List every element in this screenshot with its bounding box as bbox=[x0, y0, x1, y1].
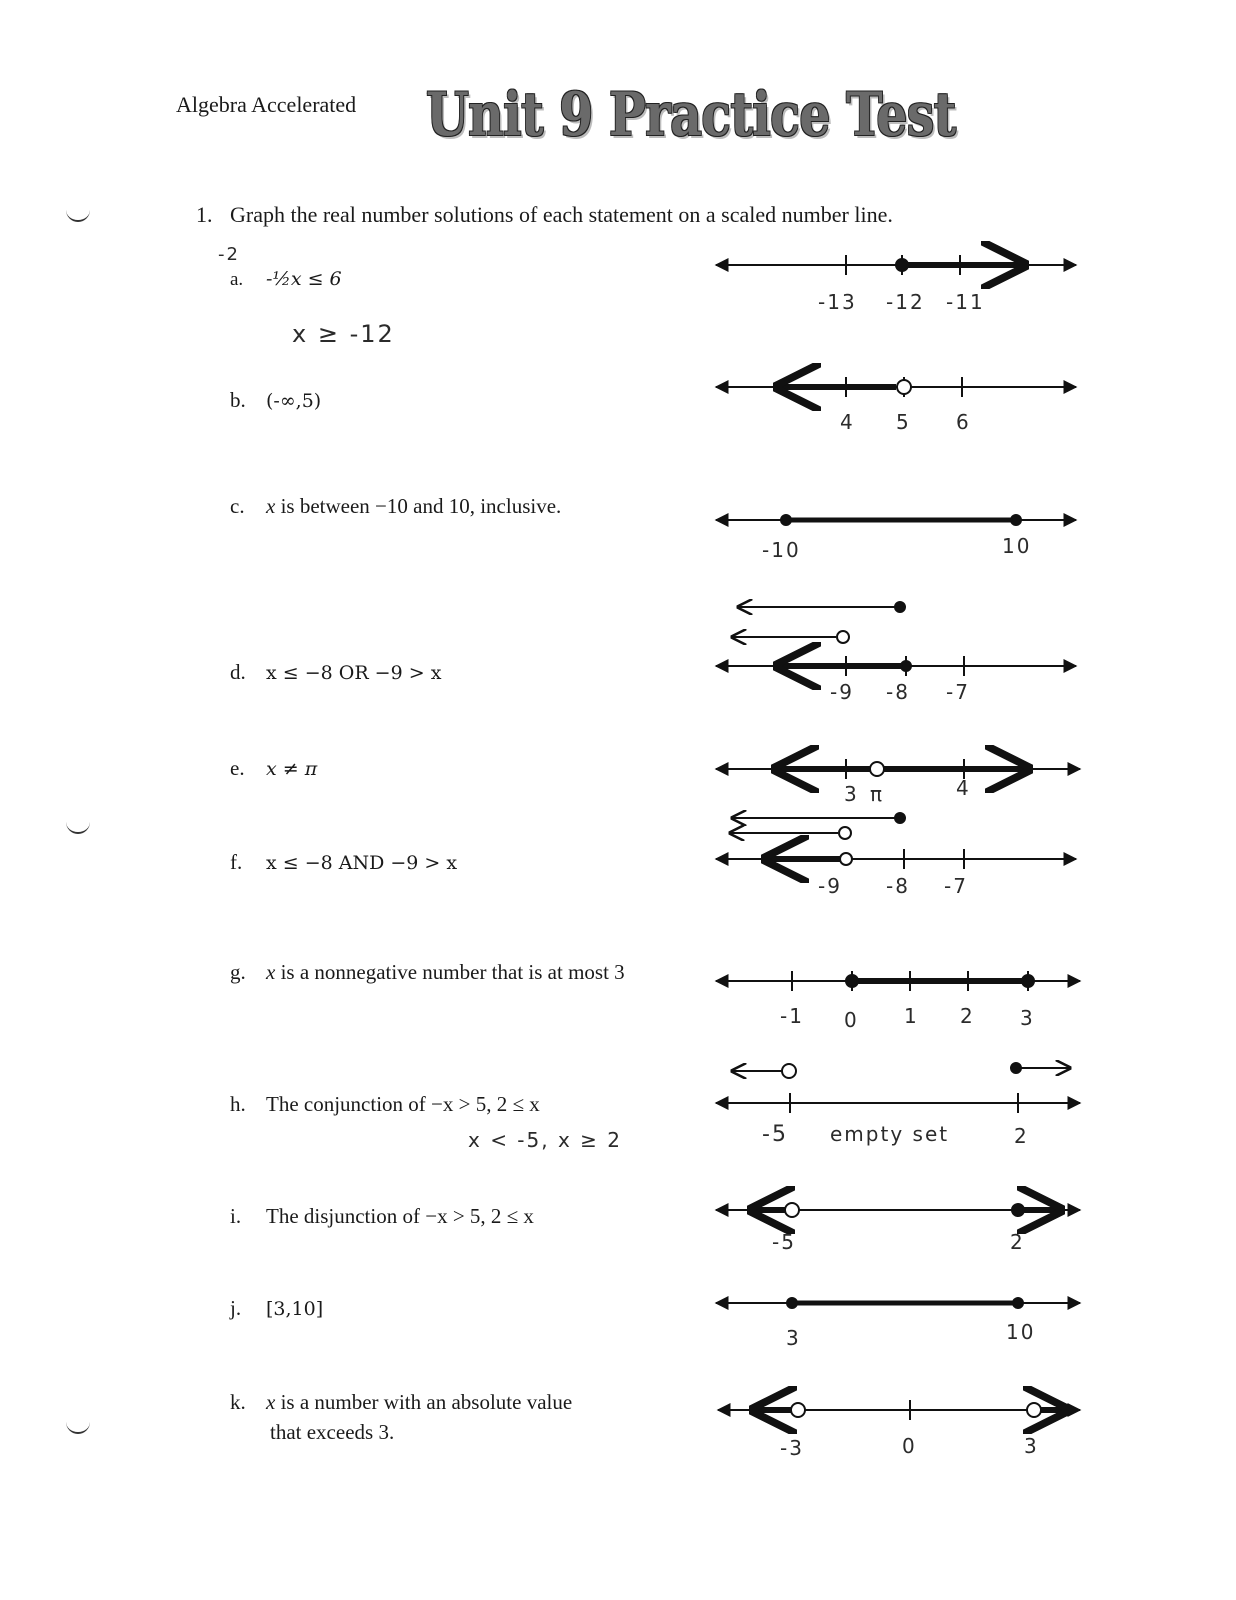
tick-label: π bbox=[870, 782, 885, 806]
tick-label: 10 bbox=[1002, 534, 1032, 558]
instruction-text: Graph the real number solutions of each statement on a scaled number line. bbox=[230, 202, 893, 227]
number-line-h bbox=[716, 1063, 1080, 1113]
problem-variable: x bbox=[266, 494, 276, 518]
tick-label: 0 bbox=[844, 1008, 859, 1032]
number-line-i bbox=[716, 1203, 1080, 1217]
closed-point bbox=[896, 259, 908, 271]
problem-letter: h. bbox=[230, 1092, 246, 1116]
number-line-g bbox=[716, 971, 1080, 991]
tick-label: -5 bbox=[762, 1122, 788, 1147]
number-line-e bbox=[716, 759, 1080, 779]
handwritten-answer: x < -5, x ≥ 2 bbox=[468, 1128, 622, 1152]
tick-label: -11 bbox=[946, 290, 985, 314]
number-line-c bbox=[716, 515, 1076, 525]
problem-variable: x bbox=[266, 1390, 276, 1414]
closed-point bbox=[781, 515, 791, 525]
problem-letter: e. bbox=[230, 756, 245, 780]
course-name: Algebra Accelerated bbox=[176, 92, 357, 117]
number-line-j bbox=[716, 1298, 1080, 1308]
tick-label: 2 bbox=[960, 1004, 975, 1028]
problem-statement: is a number with an absolute value bbox=[275, 1390, 573, 1414]
page-title: Unit 9 Practice Test bbox=[426, 80, 956, 150]
open-point bbox=[837, 631, 849, 643]
tick-label: -12 bbox=[886, 290, 925, 314]
open-point bbox=[791, 1403, 805, 1417]
problem-letter: i. bbox=[230, 1204, 242, 1228]
closed-point bbox=[1012, 1204, 1024, 1216]
tick-label: 4 bbox=[840, 410, 855, 434]
problem-statement: (-∞,5) bbox=[266, 390, 322, 412]
problem-letter: c. bbox=[230, 494, 245, 518]
handwritten-note: empty set bbox=[830, 1122, 950, 1146]
problem-letter: b. bbox=[230, 388, 246, 412]
problem-statement: is between −10 and 10, inclusive. bbox=[275, 494, 562, 518]
tick-label: 2 bbox=[1014, 1124, 1029, 1148]
open-point bbox=[782, 1064, 796, 1078]
tick-label: -1 bbox=[780, 1004, 804, 1028]
problem-statement: The conjunction of −x > 5, 2 ≤ x bbox=[266, 1092, 540, 1116]
tick-label: -9 bbox=[830, 680, 854, 704]
open-point bbox=[897, 380, 911, 394]
closed-point bbox=[895, 813, 905, 823]
tick-label: 4 bbox=[956, 776, 971, 800]
tick-label: 3 bbox=[1024, 1434, 1039, 1458]
problem-letter: a. bbox=[230, 269, 244, 290]
handwritten-answer: x ≥ -12 bbox=[292, 320, 395, 348]
problem-statement: [3,10] bbox=[266, 1298, 324, 1320]
number-line-k bbox=[718, 1400, 1080, 1420]
open-point bbox=[870, 762, 884, 776]
number-line-b bbox=[716, 377, 1076, 397]
tick-label: -13 bbox=[818, 290, 857, 314]
problem-letter: g. bbox=[230, 960, 246, 984]
open-point bbox=[840, 853, 852, 865]
tick-label: -8 bbox=[886, 874, 910, 898]
question-number: 1. bbox=[196, 202, 213, 227]
closed-point bbox=[1013, 1298, 1023, 1308]
closed-point bbox=[901, 661, 911, 671]
problem-statement: -½x ≤ 6 bbox=[266, 268, 342, 290]
tick-label: 3 bbox=[786, 1326, 801, 1350]
handwritten-multiplier: -2 bbox=[218, 244, 240, 265]
problem-statement: x ≠ π bbox=[266, 758, 318, 780]
problem-letter: f. bbox=[230, 850, 243, 874]
tick-label: 10 bbox=[1006, 1320, 1036, 1344]
tick-label: 2 bbox=[1010, 1230, 1025, 1254]
number-line-d bbox=[716, 602, 1076, 676]
closed-point bbox=[1011, 1063, 1021, 1073]
problem-k-line2: that exceeds 3. bbox=[270, 1420, 395, 1444]
number-line-f bbox=[716, 813, 1076, 869]
tick-label: -3 bbox=[780, 1436, 804, 1460]
closed-point bbox=[846, 975, 858, 987]
tick-label: 3 bbox=[1020, 1006, 1035, 1030]
problem-letter: j. bbox=[230, 1296, 242, 1320]
problem-letter: d. bbox=[230, 660, 246, 684]
closed-point bbox=[1011, 515, 1021, 525]
tick-label: 6 bbox=[956, 410, 971, 434]
problem-letter: k. bbox=[230, 1390, 246, 1414]
tick-label: -10 bbox=[762, 538, 801, 562]
open-point bbox=[839, 827, 851, 839]
closed-point bbox=[1022, 975, 1034, 987]
tick-label: -9 bbox=[818, 874, 842, 898]
problem-variable: x bbox=[266, 960, 276, 984]
tick-label: 0 bbox=[902, 1434, 917, 1458]
tick-label: -7 bbox=[946, 680, 970, 704]
closed-point bbox=[787, 1298, 797, 1308]
problem-statement: is a nonnegative number that is at most 3 bbox=[275, 960, 625, 984]
tick-label: 3 bbox=[844, 782, 859, 806]
open-point bbox=[785, 1203, 799, 1217]
tick-label: 1 bbox=[904, 1004, 919, 1028]
number-line-a bbox=[716, 255, 1076, 275]
problem-statement: x ≤ −8 AND −9 > x bbox=[266, 852, 458, 874]
tick-label: 5 bbox=[896, 410, 911, 434]
tick-label: -8 bbox=[886, 680, 910, 704]
open-point bbox=[1027, 1403, 1041, 1417]
closed-point bbox=[895, 602, 905, 612]
tick-label: -7 bbox=[944, 874, 968, 898]
problem-statement: x ≤ −8 OR −9 > x bbox=[266, 662, 442, 684]
tick-label: -5 bbox=[772, 1230, 796, 1254]
problem-statement: The disjunction of −x > 5, 2 ≤ x bbox=[266, 1204, 534, 1228]
